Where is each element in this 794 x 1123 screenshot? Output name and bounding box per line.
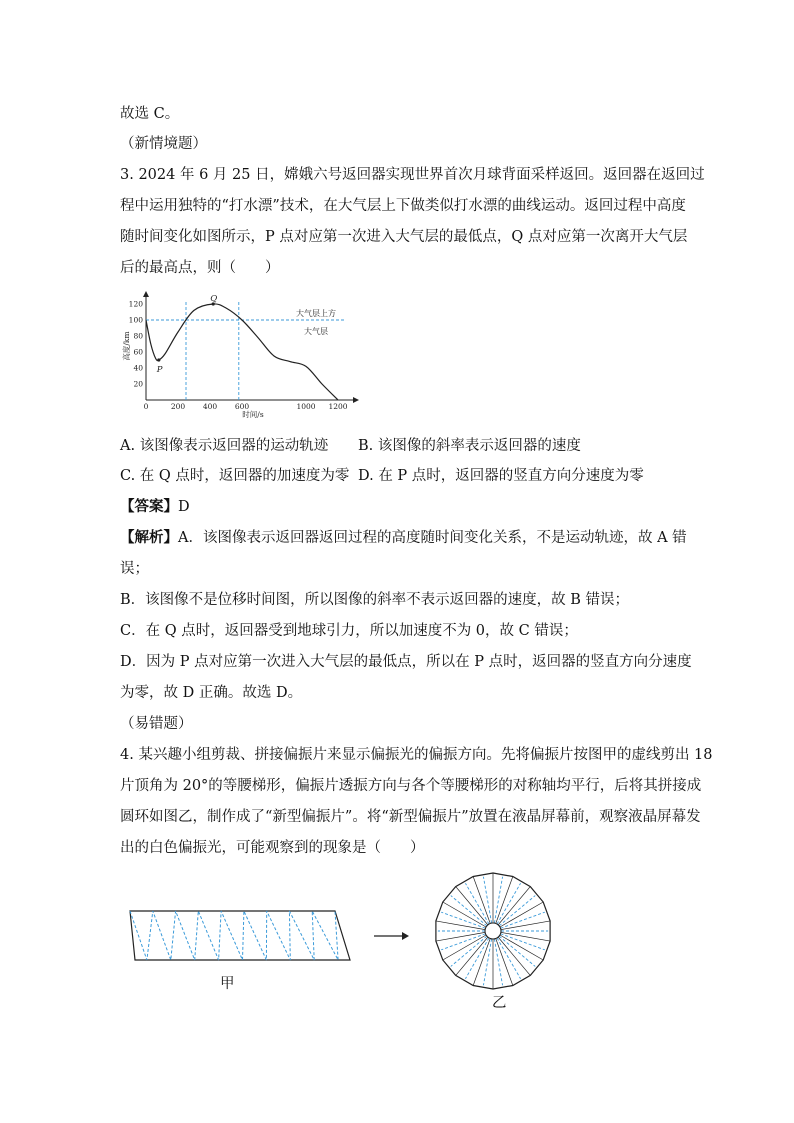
cut-line — [130, 911, 338, 960]
option-d: D. 在 P 点时，返回器的竖直方向分速度为零 — [358, 468, 644, 484]
figure-jia-label: 甲 — [220, 976, 235, 992]
x-tick-label: 1000 — [296, 402, 316, 411]
x-tick-label: 600 — [234, 402, 250, 411]
y-tick-label: 20 — [133, 379, 143, 389]
question-3-line: 后的最高点，则（ ） — [120, 260, 280, 276]
y-axis-label: 高度/km — [122, 331, 131, 361]
point-label: P — [156, 365, 163, 375]
analysis-line: 为零，故 D 正确。故选 D。 — [120, 685, 303, 701]
figure-yi-polarizer-ring — [430, 868, 556, 994]
analysis-line: D．因为 P 点对应第一次进入大气层的最低点，所以在 P 点时，返回器的竖直方向分速度 — [120, 654, 692, 670]
answer-label: 【答案】 — [120, 498, 178, 515]
option-b: B. 该图像的斜率表示返回器的速度 — [358, 438, 581, 454]
y-tick-label: 100 — [128, 315, 143, 325]
option-a: A. 该图像表示返回器的运动轨迹 — [120, 438, 329, 454]
question-4-line: 圆环如图乙，制作成了“新型偏振片”。将“新型偏振片”放置在液晶屏幕前，观察液晶屏幕发 — [120, 809, 701, 825]
ring-center-hole — [485, 923, 501, 939]
figure-jia-polarizer-strip — [125, 905, 355, 965]
x-tick-label: 0 — [143, 402, 149, 411]
strip-outline — [130, 911, 350, 960]
question-4-line: 片顶角为 20°的等腰梯形，偏振片透振方向与各个等腰梯形的对称轴均平行，后将其拼接成 — [120, 778, 702, 794]
analysis-line: 误； — [120, 561, 149, 577]
y-tick-label: 80 — [133, 331, 143, 341]
question-3-line: 程中运用独特的“打水漂”技术，在大气层上下做类似打水漂的曲线运动。返回过程中高度 — [120, 198, 686, 214]
analysis-line: B．该图像不是位移时间图，所以图像的斜率不表示返回器的速度，故 B 错误； — [120, 592, 630, 608]
atmosphere-above-label: 大气层上方 — [296, 309, 336, 318]
question-3-line: 随时间变化如图所示，P 点对应第一次进入大气层的最低点，Q 点对应第一次离开大气层 — [120, 229, 688, 245]
answer-value: D — [178, 499, 190, 515]
x-tick-label: 1200 — [328, 402, 348, 411]
segment-edge — [496, 939, 513, 986]
arrow-icon — [372, 930, 412, 942]
y-tick-label: 120 — [128, 299, 143, 309]
option-c: C. 在 Q 点时，返回器的加速度为零 — [120, 468, 350, 484]
section-tag: （新情境题） — [120, 136, 207, 152]
point-p — [157, 358, 160, 361]
answer-line — [120, 497, 190, 517]
y-tick-label: 60 — [133, 347, 143, 357]
point-label: Q — [210, 294, 218, 304]
analysis-line — [120, 528, 687, 548]
altitude-curve — [146, 304, 338, 400]
x-tick-label: 400 — [202, 402, 218, 411]
question-4-line: 4. 某兴趣小组剪裁、拼接偏振片来显示偏振光的偏振方向。先将偏振片按图甲的虚线剪出 18 — [120, 747, 713, 763]
y-tick-label: 40 — [133, 363, 143, 373]
section-tag: （易错题） — [120, 716, 193, 732]
text-line: 故选 C。 — [120, 106, 180, 122]
analysis-label: 【解析】 — [120, 529, 178, 546]
x-axis-label: 时间/s — [242, 410, 264, 419]
atmosphere-label: 大气层 — [304, 327, 328, 336]
segment-edge — [496, 876, 513, 923]
question-3-line: 3. 2024 年 6 月 25 日，嫦娥六号返回器实现世界首次月球背面采样返回。返回器在返回过 — [120, 167, 705, 183]
analysis-a: A．该图像表示返回器返回过程的高度随时间变化关系，不是运动轨迹，故 A 错 — [178, 530, 687, 546]
altitude-time-chart — [118, 288, 368, 423]
analysis-line: C．在 Q 点时，返回器受到地球引力，所以加速度不为 0，故 C 错误； — [120, 623, 578, 639]
question-4-line: 出的白色偏振光，可能观察到的现象是（ ） — [120, 840, 425, 856]
segment-edge — [473, 876, 490, 923]
x-tick-label: 200 — [170, 402, 186, 411]
figure-yi-label: 乙 — [492, 995, 507, 1011]
segment-edge — [473, 939, 490, 986]
